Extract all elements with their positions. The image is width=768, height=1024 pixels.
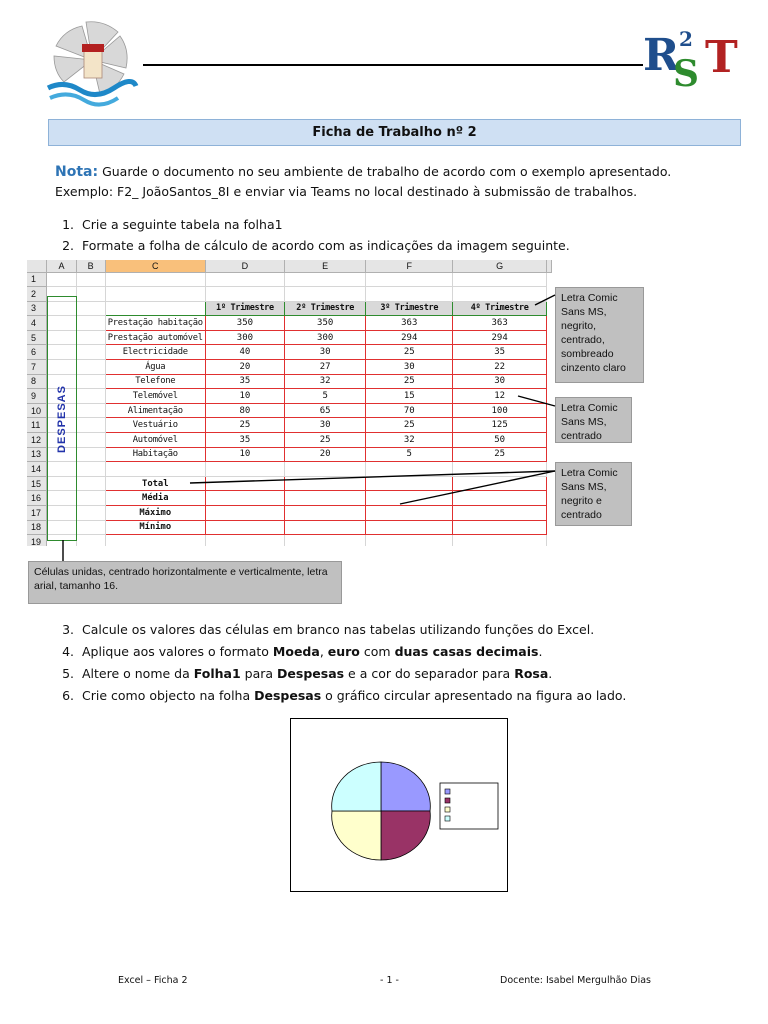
expense-value: 10 — [205, 389, 284, 404]
legend-swatch — [445, 816, 450, 821]
expense-value: 30 — [285, 418, 366, 433]
column-header: B — [76, 260, 105, 272]
svg-text:S: S — [673, 53, 699, 92]
row-header: 7 — [27, 360, 47, 375]
row-header: 1 — [27, 272, 47, 287]
row-header: 8 — [27, 374, 47, 389]
summary-label: Média — [105, 491, 205, 506]
expense-value: 35 — [453, 345, 547, 360]
expense-value: 294 — [453, 330, 547, 345]
expense-value: 294 — [366, 330, 453, 345]
expense-value: 70 — [366, 403, 453, 418]
callout-merged-cells: Células unidas, centrado horizontalmente e verticalmente, letra arial, tamanho 16. — [28, 561, 342, 604]
summary-label: Máximo — [105, 506, 205, 521]
expense-value: 30 — [366, 360, 453, 375]
row-header: 10 — [27, 403, 47, 418]
expense-value: 25 — [366, 374, 453, 389]
expense-label: Automóvel — [105, 433, 205, 448]
expense-value: 80 — [205, 403, 284, 418]
row-header: 16 — [27, 491, 47, 506]
legend-swatch — [445, 798, 450, 803]
expense-value: 125 — [453, 418, 547, 433]
column-header: A — [47, 260, 76, 272]
summary-label: Total — [105, 476, 205, 491]
row-header: 6 — [27, 345, 47, 360]
row-header: 19 — [27, 535, 47, 546]
expense-value: 25 — [453, 447, 547, 462]
expense-value: 350 — [205, 316, 284, 331]
expense-value: 20 — [285, 447, 366, 462]
footer-right: Docente: Isabel Mergulhão Dias — [500, 975, 651, 986]
expense-label: Prestação automóvel — [105, 330, 205, 345]
row-header: 3 — [27, 301, 47, 316]
expense-value: 50 — [453, 433, 547, 448]
row-header: 2 — [27, 287, 47, 302]
step-5: 5. Altere o nome da Folha1 para Despesas e a cor do separador para Rosa. — [62, 666, 553, 681]
row-header: 4 — [27, 316, 47, 331]
expense-value: 300 — [205, 330, 284, 345]
row-header: 13 — [27, 447, 47, 462]
expense-value: 363 — [453, 316, 547, 331]
expense-label: Prestação habitação — [105, 316, 205, 331]
legend-swatch — [445, 807, 450, 812]
pie-slice — [381, 762, 430, 811]
quarter-header: 1º Trimestre — [205, 301, 284, 316]
pie-chart-figure — [290, 718, 508, 892]
expense-label: Telefone — [105, 374, 205, 389]
column-header: D — [205, 260, 284, 272]
expense-label: Telemóvel — [105, 389, 205, 404]
expense-label: Alimentação — [105, 403, 205, 418]
column-header: F — [366, 260, 453, 272]
pie-slice — [332, 811, 381, 860]
page-title: Ficha de Trabalho nº 2 — [48, 119, 741, 146]
column-header: E — [285, 260, 366, 272]
expense-value: 35 — [205, 374, 284, 389]
expense-value: 25 — [285, 433, 366, 448]
note-line-2: Exemplo: F2_ JoãoSantos_8I e enviar via Teams no local destinado à submissão de trabalhos. — [55, 184, 638, 199]
expense-value: 363 — [366, 316, 453, 331]
svg-text:R: R — [643, 30, 680, 81]
row-header: 18 — [27, 520, 47, 535]
step-6: 6. Crie como objecto na folha Despesas o gráfico circular apresentado na figura ao lado. — [62, 688, 627, 703]
quarter-header: 2º Trimestre — [285, 301, 366, 316]
pie-slice — [332, 762, 381, 811]
callout-summary-format: Letra Comic Sans MS, negrito e centrado — [555, 462, 632, 526]
note-line-1: Nota: Guarde o documento no seu ambiente de trabalho de acordo com o exemplo apresentado. — [55, 164, 672, 180]
expense-value: 20 — [205, 360, 284, 375]
expense-value: 32 — [366, 433, 453, 448]
expense-label: Vestuário — [105, 418, 205, 433]
step-1: 1. Crie a seguinte tabela na folha1 — [62, 217, 283, 232]
expense-value: 35 — [205, 433, 284, 448]
expense-label: Habitação — [105, 447, 205, 462]
svg-text:2: 2 — [679, 27, 693, 51]
expense-label: Água — [105, 360, 205, 375]
row-header: 11 — [27, 418, 47, 433]
expense-value: 25 — [366, 418, 453, 433]
despesas-merged-cell: DESPESAS — [47, 296, 77, 541]
expense-value: 22 — [453, 360, 547, 375]
summary-label: Mínimo — [105, 520, 205, 535]
legend-swatch — [445, 789, 450, 794]
expense-label: Electricidade — [105, 345, 205, 360]
step-3: 3. Calcule os valores das células em branco nas tabelas utilizando funções do Excel. — [62, 622, 595, 637]
expense-value: 5 — [285, 389, 366, 404]
expense-value: 5 — [366, 447, 453, 462]
step-2: 2. Formate a folha de cálculo de acordo com as indicações da imagem seguinte. — [62, 238, 570, 253]
row-header: 12 — [27, 433, 47, 448]
expense-value: 30 — [285, 345, 366, 360]
row-header: 17 — [27, 506, 47, 521]
expense-value: 30 — [453, 374, 547, 389]
row-header: 14 — [27, 462, 47, 477]
footer-left: Excel – Ficha 2 — [118, 975, 188, 986]
footer — [0, 975, 768, 989]
expense-value: 27 — [285, 360, 366, 375]
expense-value: 100 — [453, 403, 547, 418]
expense-value: 300 — [285, 330, 366, 345]
pie-slice — [381, 811, 430, 860]
row-header: 15 — [27, 476, 47, 491]
expense-value: 10 — [205, 447, 284, 462]
expense-value: 40 — [205, 345, 284, 360]
expense-value: 65 — [285, 403, 366, 418]
expense-value: 32 — [285, 374, 366, 389]
svg-text:T: T — [705, 32, 738, 83]
column-header: C — [105, 260, 205, 272]
row-header: 9 — [27, 389, 47, 404]
callout-header-format: Letra Comic Sans MS, negrito, centrado, sombreado cinzento claro — [555, 287, 644, 383]
footer-page: - 1 - — [380, 975, 399, 986]
row-header: 5 — [27, 330, 47, 345]
callout-data-format: Letra Comic Sans MS, centrado — [555, 397, 632, 443]
expense-value: 350 — [285, 316, 366, 331]
expense-value: 25 — [205, 418, 284, 433]
quarter-header: 4º Trimestre — [453, 301, 547, 316]
pie-chart — [291, 719, 507, 891]
note-label: Nota: — [55, 164, 99, 180]
column-header: G — [453, 260, 547, 272]
step-4: 4. Aplique aos valores o formato Moeda, euro com duas casas decimais. — [62, 644, 543, 659]
expense-value: 25 — [366, 345, 453, 360]
expense-value: 12 — [453, 389, 547, 404]
quarter-header: 3º Trimestre — [366, 301, 453, 316]
expense-value: 15 — [366, 389, 453, 404]
